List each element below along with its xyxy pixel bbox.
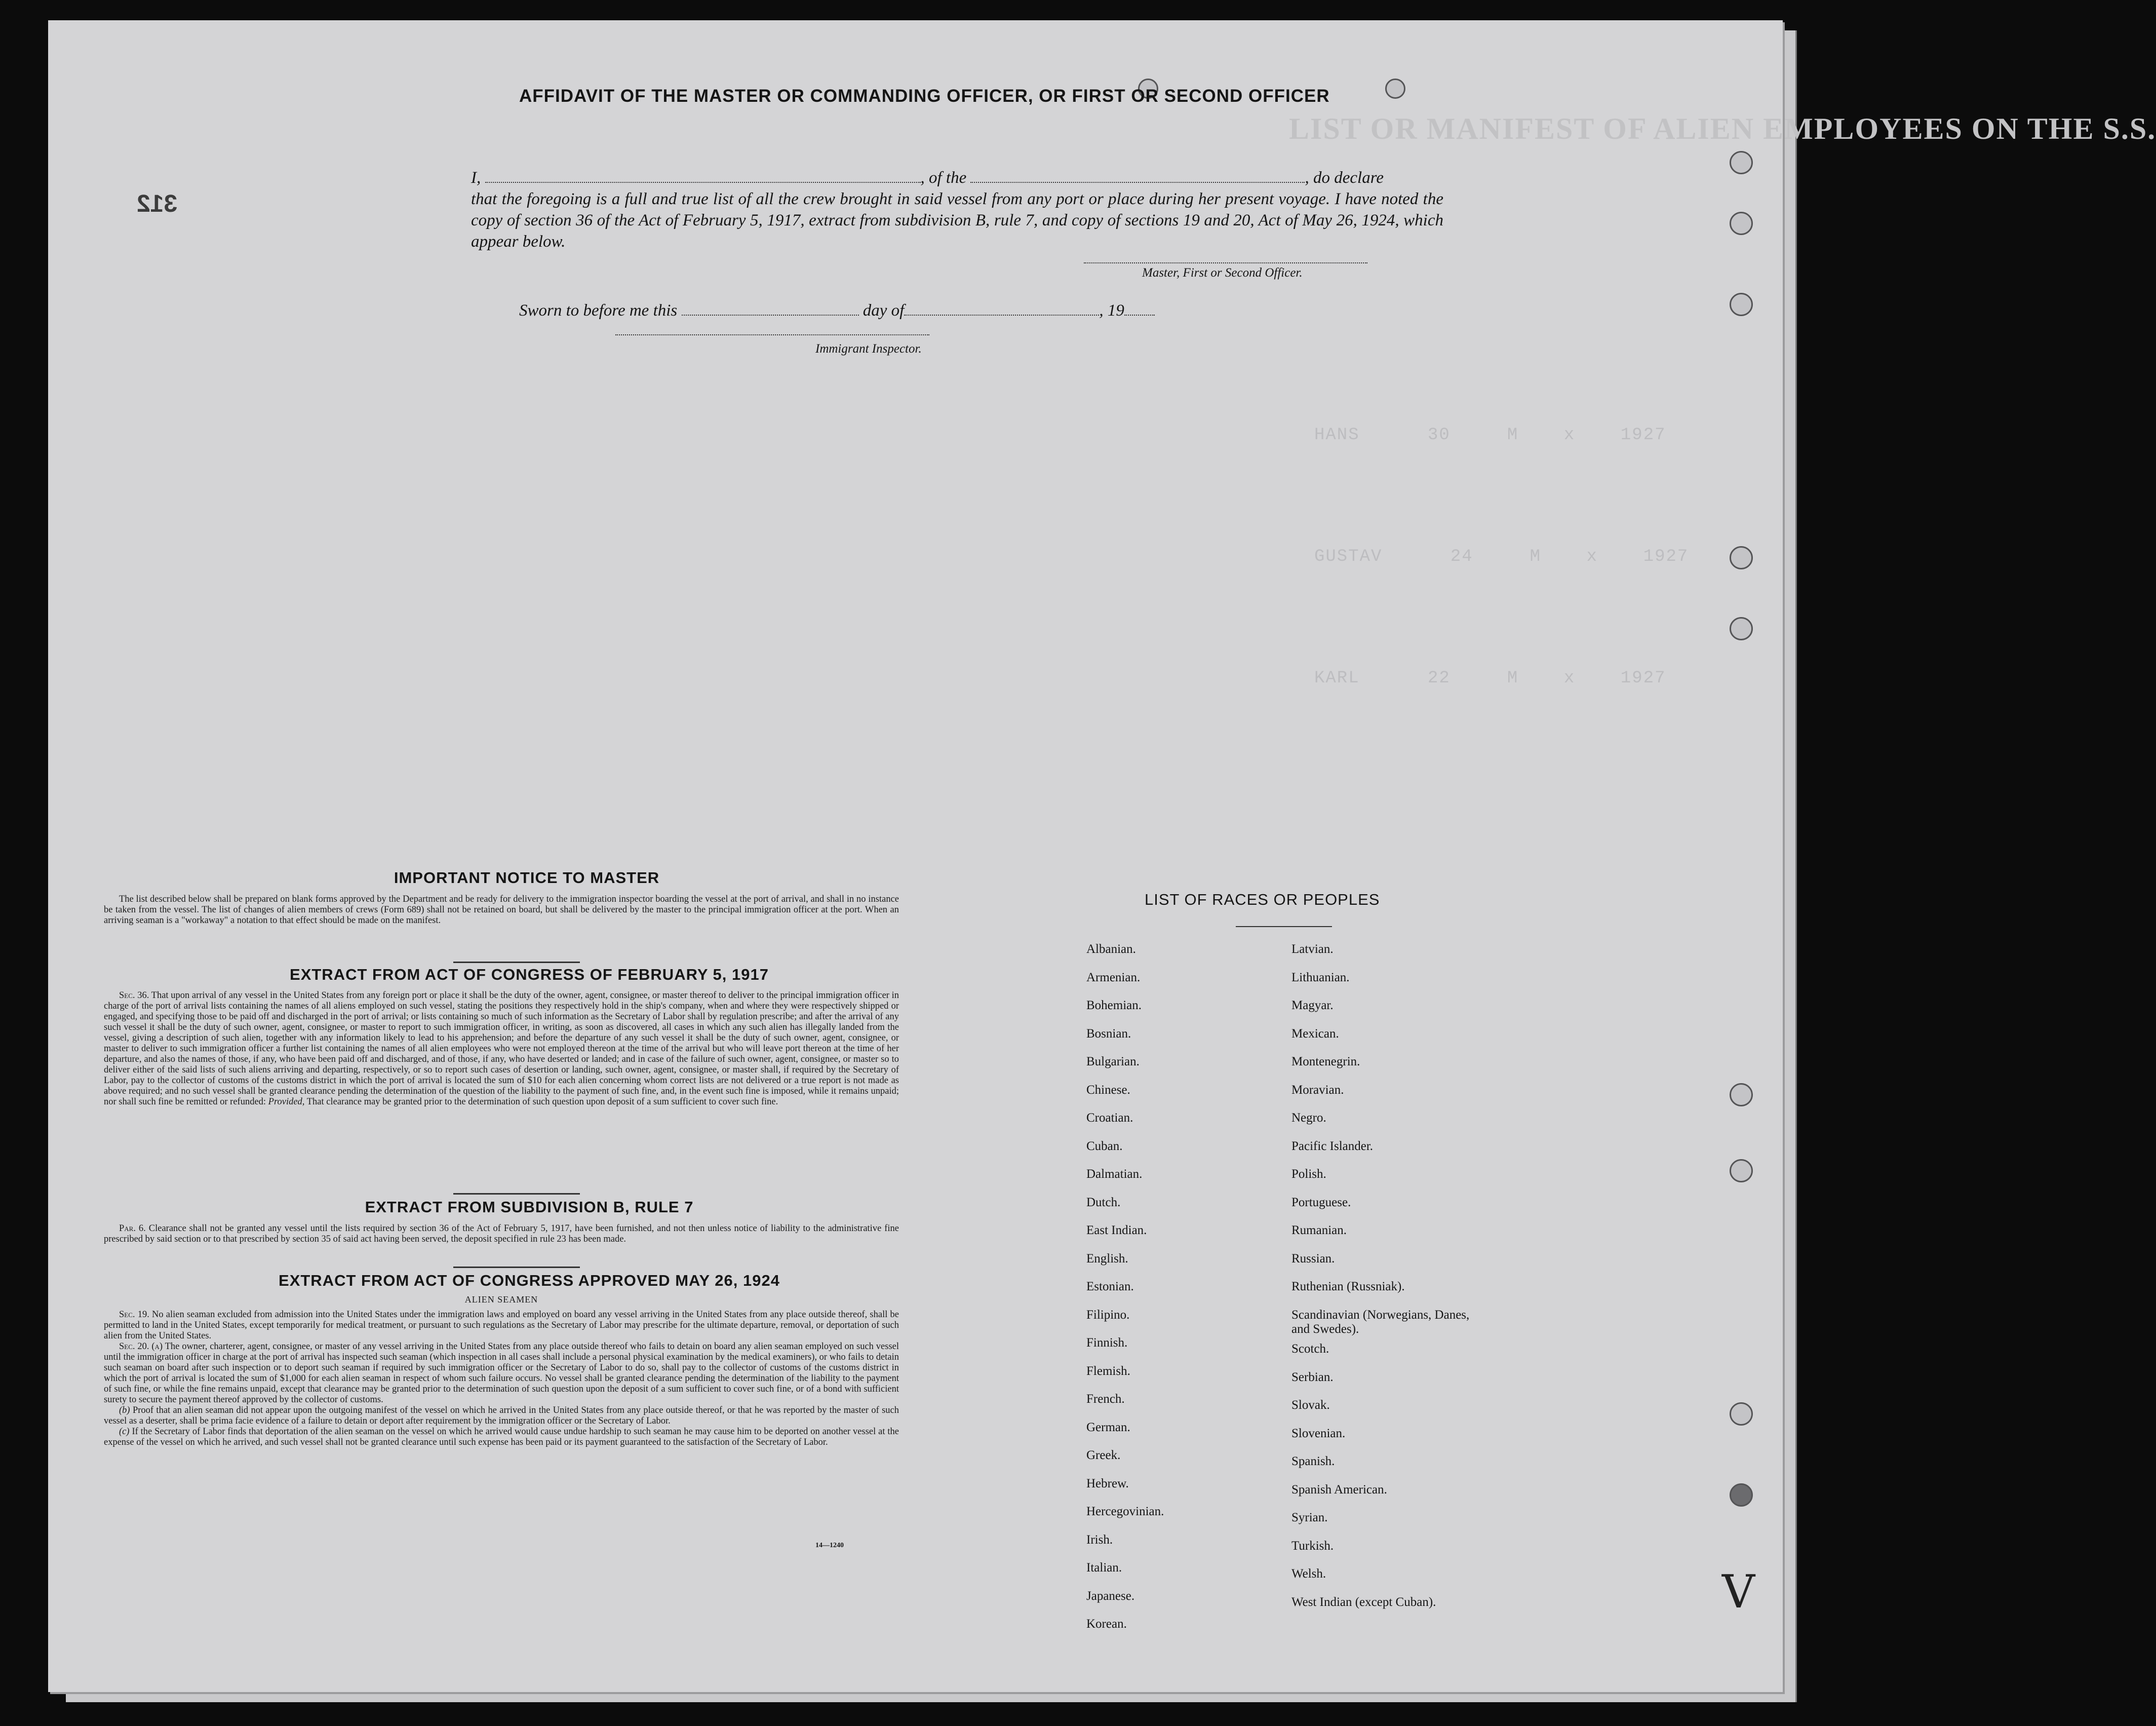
race-item: Filipino. — [1086, 1308, 1130, 1322]
race-item: Pacific Islander. — [1291, 1139, 1374, 1153]
race-item: Montenegrin. — [1291, 1055, 1360, 1068]
master-signature-label: Master, First or Second Officer. — [1142, 266, 1303, 280]
race-item: Moravian. — [1291, 1083, 1344, 1097]
race-item: Estonian. — [1086, 1280, 1134, 1293]
sec36-text-end: That clearance may be granted prior to the determination of such question upon deposit of a sum sufficient to cover such fine. — [306, 1097, 778, 1107]
section-divider — [453, 1193, 580, 1195]
sec20b-label: (b) — [119, 1405, 130, 1415]
race-item: English. — [1086, 1251, 1128, 1265]
race-item: Irish. — [1086, 1532, 1113, 1547]
binder-hole — [1730, 617, 1753, 640]
form-number: 14—1240 — [815, 1542, 844, 1549]
extract-rule7-heading: EXTRACT FROM SUBDIVISION B, RULE 7 — [365, 1198, 694, 1216]
par6-text: Clearance shall not be granted any vessel until the lists required by section 36 of the Act of February 5, 1917, have been furnished, and not then unless notice of liability to the administrative fine prescribed by said section or to that prescribed by section 35 of said act having been served, the deposit specified in rule 23 has been made. — [104, 1223, 899, 1244]
race-item: Hebrew. — [1086, 1476, 1129, 1490]
sworn-line — [519, 301, 1155, 320]
race-item: Rumanian. — [1291, 1223, 1347, 1237]
master-signature-line[interactable] — [1084, 262, 1367, 263]
race-item: West Indian (except Cuban). — [1291, 1595, 1436, 1609]
race-item: East Indian. — [1086, 1223, 1147, 1237]
name-blank[interactable] — [485, 182, 921, 183]
race-item: Dutch. — [1086, 1195, 1121, 1209]
race-item: Finnish. — [1086, 1336, 1128, 1350]
race-item: Syrian. — [1291, 1511, 1328, 1524]
race-item: Polish. — [1291, 1167, 1326, 1181]
race-item: Bulgarian. — [1086, 1055, 1140, 1068]
race-item: Ruthenian (Russniak). — [1291, 1280, 1405, 1293]
race-item: Scotch. — [1291, 1342, 1329, 1356]
affidavit-statement — [471, 167, 1443, 252]
alien-seamen-subheading: ALIEN SEAMEN — [464, 1294, 538, 1305]
binder-hole — [1730, 293, 1753, 316]
vessel-blank[interactable] — [970, 182, 1305, 183]
extract-1924-text — [104, 1310, 899, 1448]
race-item: Turkish. — [1291, 1539, 1334, 1553]
race-item: Croatian. — [1086, 1111, 1133, 1125]
race-item: Negro. — [1291, 1111, 1326, 1125]
race-item: Serbian. — [1291, 1370, 1334, 1384]
sworn-year-prefix: , 19 — [1099, 301, 1124, 320]
race-item: Chinese. — [1086, 1083, 1130, 1097]
section-divider — [453, 962, 580, 963]
race-item: Albanian. — [1086, 942, 1136, 956]
inspector-label: Immigrant Inspector. — [815, 342, 922, 356]
binder-hole — [1730, 546, 1753, 569]
race-item: Korean. — [1086, 1617, 1127, 1631]
par6-label: Par. 6. — [119, 1223, 146, 1234]
sec20c-text: If the Secretary of Labor finds that deportation of the alien seaman on the vessel on which he arrived would cause undue hardship to such seaman he may cause him to be deported on another vessel at the expense of the vessel on which he arrived, and such vessel shall not be granted clearance until such expense has been paid or its payment guaranteed to the satisfaction of the Secretary of Labor. — [104, 1427, 899, 1447]
affidavit-i: I, — [471, 169, 481, 187]
race-item: Lithuanian. — [1291, 970, 1350, 984]
sec36-provided: Provided, — [268, 1097, 305, 1107]
extract-rule7-text — [104, 1223, 899, 1245]
affidavit-body: that the foregoing is a full and true list of all the crew brought in said vessel from any port or place during her present voyage. I have noted the copy of section 36 of the Act of February 5, 1917, extract from subdivision B, rule 7, and copy of sections 19 and 20, Act of May 26, 1924, which appear below. — [471, 190, 1443, 251]
bleed-through-text: LIST OR MANIFEST OF ALIEN EMPLOYEES ON THE S.S. — [1289, 112, 2156, 145]
inspector-signature-line[interactable] — [615, 334, 929, 335]
race-item: Welsh. — [1291, 1567, 1326, 1581]
binder-hole — [1730, 212, 1753, 235]
race-item: Slovenian. — [1291, 1426, 1346, 1440]
extract-1917-heading: EXTRACT FROM ACT OF CONGRESS OF FEBRUARY 5, 1917 — [290, 966, 769, 983]
binder-hole — [1385, 79, 1405, 99]
bleed-through-text: KARL 22 M x 1927 — [1314, 669, 1666, 688]
race-item: Mexican. — [1291, 1026, 1339, 1041]
notice-paragraph: The list described below shall be prepared on blank forms approved by the Department and be ready for delivery to the immigration inspector boarding the vessel at the port of arrival, and shall in no instance be taken from the vessel. The list of changes of alien members of crews (Form 689) shall not be retained on board, but shall be delivered by the master to the principal immigration officer at the port. When an arriving seaman is a "workaway" a notation to that effect should be made on the manifest. — [104, 894, 899, 926]
sec20a-text: The owner, charterer, agent, consignee, or master of any vessel arriving in the United States from any place outside thereof who fails to detain on board any alien seaman employed on such vessel until the immigration officer in charge at the port of arrival has inspected such seaman (which inspection in all cases shall include a personal physical examination by the medical examiners), or who fails to detain such seaman on board after such inspection or to deport such seaman if required by such immigration officer or the Secretary of Labor to do so, shall pay to the collector of customs of the customs district in which the port of arrival is located the sum of $1,000 for each alien seaman in respect of whom such failure occurs. No vessel shall be granted clearance pending the determination of the liability to the payment of such fine, or while the fine remains unpaid, except that clearance may be granted prior to the determination of such question upon the deposit of a sum sufficient to cover such fine, or of a bond with sufficient surety to secure the payment thereof approved by the collector of customs. — [104, 1341, 899, 1405]
binder-hole — [1730, 151, 1753, 174]
document-page — [48, 20, 2156, 1692]
race-item: Hercegovinian. — [1086, 1505, 1164, 1518]
bleed-through-text: GUSTAV 24 M x 1927 — [1314, 547, 1689, 566]
handwritten-mark: V — [1722, 1565, 1755, 1619]
sec20-label: Sec. 20. (a) — [119, 1341, 163, 1352]
binder-hole — [1730, 1159, 1753, 1182]
sworn-prefix: Sworn to before me this — [519, 301, 678, 320]
sec19-text: No alien seaman excluded from admission into the United States under the immigration laws and employed on board any vessel arriving in the United States from any place outside thereof, shall be permitted to land in the United States, except temporarily for medical treatment, or pursuant to such regulations as the Secretary of Labor may prescribe for the ultimate departure, removal, or deportation of such alien from the United States. — [104, 1310, 899, 1341]
race-item: Spanish American. — [1291, 1482, 1387, 1497]
races-heading: LIST OF RACES OR PEOPLES — [1145, 891, 1380, 908]
page-number-mirrored: 312 — [137, 190, 178, 217]
race-item: Magyar. — [1291, 999, 1334, 1012]
race-item: Latvian. — [1291, 942, 1334, 956]
race-item: Scandinavian (Norwegians, Danes, and Swedes). — [1291, 1308, 1470, 1336]
race-item: French. — [1086, 1392, 1125, 1406]
bleed-through-text: HANS 30 M x 1927 — [1314, 426, 1666, 445]
affidavit-title: AFFIDAVIT OF THE MASTER OR COMMANDING OFFICER, OR FIRST OR SECOND OFFICER — [519, 86, 1330, 106]
binder-hole — [1730, 1402, 1753, 1426]
sec36-label: Sec. 36. — [119, 990, 149, 1001]
notice-text — [104, 894, 899, 926]
extract-1924-heading: EXTRACT FROM ACT OF CONGRESS APPROVED MAY 26, 1924 — [279, 1272, 780, 1289]
sec36-text: That upon arrival of any vessel in the United States from any foreign port or place it shall be the duty of the owner, agent, consignee, or master thereof to deliver to the principal immigration officer in charge of the port of arrival lists containing the names of all aliens employed on such vessel, stating the positions they respectively hold in the ship's company, when and where they were respectively shipped or engaged, and specifying those to be paid off and discharged in the port of arrival; or lists containing so much of such information as the Secretary of Labor shall by regulation prescribe; and after the arrival of any such vessel it shall be the duty of such owner, agent, consignee, or master to report to such immigration officer, in writing, as soon as discovered, all cases in which any such alien has illegally landed from the vessel, giving a description of such alien, together with any information likely to lead to his apprehension; and before the departure of any such vessel it shall be the duty of such owner, agent, consignee, or master to deliver to such immigration officer a further list containing the names of all alien employees who were not employed thereon at the time of the arrival but who will leave port thereon at the time of her departure, and also the names of those, if any, who have been paid off and discharged, and of those, if any, who have deserted or landed; and in case of the failure of such owner, agent, consignee, or master so to deliver either of the said lists of such aliens arriving and departing, respectively, or so to report such cases of desertion or landing, such owner, agent, consignee, or master shall, if required by the Secretary of Labor, pay to the collector of customs of the customs district in which the port of arrival is located the sum of $10 for each alien concerning whom correct lists are not delivered or a true report is not made as above required; and no such vessel shall be granted clearance pending the determination of the question of the liability to the payment of such fine, and, in the event such fine is imposed, while it remains unpaid; nor shall such fine be remitted or refunded: — [104, 990, 899, 1107]
race-item: Italian. — [1086, 1561, 1122, 1575]
race-item: German. — [1086, 1420, 1130, 1434]
race-item: Cuban. — [1086, 1139, 1123, 1153]
race-item: Flemish. — [1086, 1364, 1130, 1378]
sworn-day-blank[interactable] — [682, 315, 859, 316]
binder-hole — [1730, 1483, 1753, 1507]
affidavit-do-declare: , do declare — [1305, 169, 1384, 187]
sec19-label: Sec. 19. — [119, 1310, 149, 1320]
race-item: Japanese. — [1086, 1589, 1135, 1603]
race-item: Bohemian. — [1086, 999, 1142, 1012]
sworn-day-of: day of — [863, 301, 905, 320]
race-item: Russian. — [1291, 1251, 1335, 1265]
affidavit-of-the: , of the — [920, 169, 967, 187]
race-item: Portuguese. — [1291, 1195, 1351, 1209]
race-item: Armenian. — [1086, 970, 1141, 984]
sec20c-label: (c) — [119, 1427, 130, 1437]
races-divider — [1236, 926, 1332, 927]
sworn-year-blank[interactable] — [1124, 315, 1155, 316]
sec20b-text: Proof that an alien seaman did not appear upon the outgoing manifest of the vessel on which he arrived in the United States from any place outside thereof, or that he was reported by the master of such vessel as a deserter, shall be prima facie evidence of a failure to detain or deport after requirement by the immigration officer or the Secretary of Labor. — [104, 1405, 899, 1426]
binder-hole — [1730, 1083, 1753, 1106]
race-item: Bosnian. — [1086, 1026, 1131, 1041]
section-divider — [453, 1267, 580, 1268]
race-item: Slovak. — [1291, 1398, 1330, 1412]
notice-heading: IMPORTANT NOTICE TO MASTER — [394, 869, 660, 887]
race-item: Spanish. — [1291, 1454, 1335, 1468]
extract-1917-text — [104, 990, 899, 1107]
sworn-month-blank[interactable] — [904, 315, 1099, 316]
race-item: Dalmatian. — [1086, 1167, 1143, 1181]
race-item: Greek. — [1086, 1448, 1121, 1462]
